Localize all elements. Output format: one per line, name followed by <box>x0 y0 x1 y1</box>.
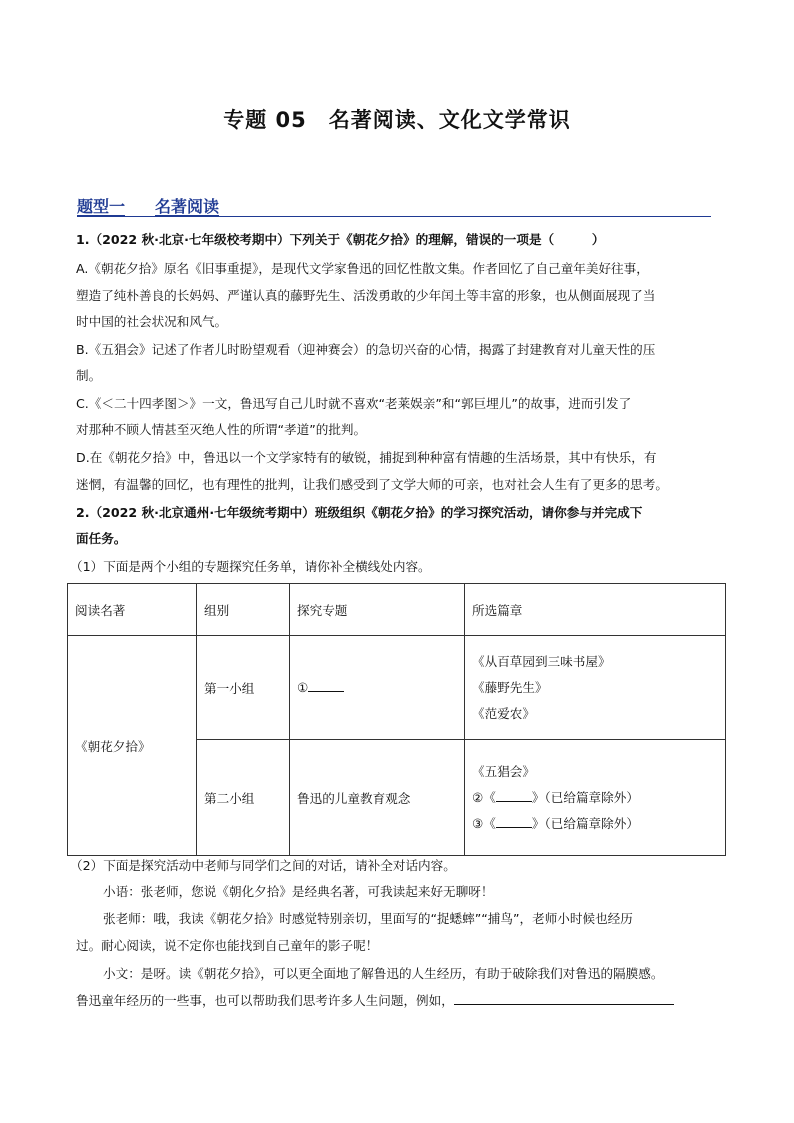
header-topic: 探究专题 <box>290 584 465 636</box>
q2-stem-line1: 2.（2022 秋·北京通州·七年级统考期中）班级组织《朝花夕拾》的学习探究活动，请你参与并完成下 <box>76 505 643 520</box>
dialogue-xiaoyu: 小语：张老师，您说《朝化夕拾》是经典名著，可我读起来好无聊呀！ <box>103 884 494 899</box>
group1-chapters <box>465 636 726 740</box>
group1-chapter-3: 《范爱农》 <box>472 705 535 721</box>
q1-option-d-line1: D.在《朝花夕拾》中，鲁迅以一个文学家特有的敏锐，捕捉到种种富有情趣的生活场景，其中有快乐，有 <box>76 450 657 465</box>
book-cell: 《朝花夕拾》 <box>68 636 197 856</box>
header-book: 阅读名著 <box>68 584 197 636</box>
dialogue-zhang-line2: 过。耐心阅读，说不定你也能找到自己童年的影子呢！ <box>76 938 379 953</box>
group2-chapter-2 <box>472 785 718 811</box>
group2-chapter-2-prefix: ②《 <box>472 789 496 805</box>
section-label: 题型一 <box>77 197 126 216</box>
table-row <box>68 636 726 740</box>
answer-blank-3[interactable] <box>496 827 532 828</box>
q1-option-a-line2: 塑造了纯朴善良的长妈妈、严谨认真的藤野先生、活泼勇敢的少年闰土等丰富的形象，也从侧面展现了当 <box>76 288 656 303</box>
q1-option-a-line3: 时中国的社会状况和风气。 <box>76 314 228 329</box>
group1-name: 第一小组 <box>197 636 290 740</box>
q1-option-b-line2: 制。 <box>76 368 102 383</box>
answer-blank-4[interactable] <box>454 1004 674 1005</box>
section-name: 名著阅读 <box>155 197 220 216</box>
group2-chapter-1: 《五猖会》 <box>472 763 535 779</box>
dialogue-zhang-line1: 张老师：哦，我读《朝花夕拾》时感觉特别亲切，里面写的“捉蟋蟀”“捕鸟”，老师小时候也经历 <box>103 911 633 926</box>
group2-name: 第二小组 <box>197 740 290 856</box>
group1-chapter-2: 《藤野先生》 <box>472 679 548 695</box>
group2-topic: 鲁迅的儿童教育观念 <box>290 740 465 856</box>
q2-part2-instruction: （2）下面是探究活动中老师与同学们之间的对话，请补全对话内容。 <box>70 858 456 873</box>
task-table <box>67 583 726 856</box>
group2-chapter-2-suffix: 》（已给篇章除外） <box>531 789 639 805</box>
q2-part1-instruction: （1）下面是两个小组的专题探究任务单，请你补全横线处内容。 <box>70 559 431 574</box>
group1-chapter-1: 《从百草园到三味书屋》 <box>472 653 611 669</box>
group2-chapter-3-prefix: ③《 <box>472 815 496 831</box>
q1-option-b-line1: B.《五猖会》记述了作者儿时盼望观看（迎神赛会）的急切兴奋的心情，揭露了封建教育对儿童天性的压 <box>76 342 656 357</box>
header-chapters: 所选篇章 <box>465 584 726 636</box>
q2-stem-line2: 面任务。 <box>76 531 127 546</box>
q1-option-d-line2: 迷惘，有温馨的回忆，也有理性的批判，让我们感受到了文学大师的可亲，也对社会人生有了更多的思考。 <box>76 477 668 492</box>
group1-topic-number: ① <box>297 680 309 695</box>
group1-topic-cell <box>290 636 465 740</box>
section-divider <box>77 216 711 217</box>
answer-blank-1[interactable] <box>308 691 344 692</box>
section-heading <box>77 194 711 218</box>
dialogue-xiaowen-line1: 小文：是呀。读《朝花夕拾》，可以更全面地了解鲁迅的人生经历，有助于破除我们对鲁迅的隔膜感。 <box>103 966 664 981</box>
q1-option-a-line1: A.《朝花夕拾》原名《旧事重提》，是现代文学家鲁迅的回忆性散文集。作者回忆了自己童年美好往事， <box>76 261 649 276</box>
dialogue-xiaowen-line2-text: 鲁迅童年经历的一些事，也可以帮助我们思考许多人生问题，例如， <box>76 993 454 1008</box>
dialogue-xiaowen-line2 <box>76 993 726 1009</box>
q1-option-c-line2: 对那种不顾人情甚至灭绝人性的所谓“孝道”的批判。 <box>76 422 367 437</box>
q1-stem: 1.（2022 秋·北京·七年级校考期中）下列关于《朝花夕拾》的理解，错误的一项是（ ） <box>76 232 605 247</box>
answer-blank-2[interactable] <box>496 801 532 802</box>
q1-option-c-line1: C.《＜二十四孝图＞》一文，鲁迅写自己儿时就不喜欢“老莱娱亲”和“郭巨埋儿”的故事，进而引发了 <box>76 396 632 411</box>
header-group: 组别 <box>197 584 290 636</box>
group2-chapter-3 <box>472 811 718 837</box>
group2-chapters <box>465 740 726 856</box>
table-header-row <box>68 584 726 636</box>
group2-chapter-3-suffix: 》（已给篇章除外） <box>531 815 639 831</box>
document-title: 专题 05 名著阅读、文化文学常识 <box>223 108 571 132</box>
